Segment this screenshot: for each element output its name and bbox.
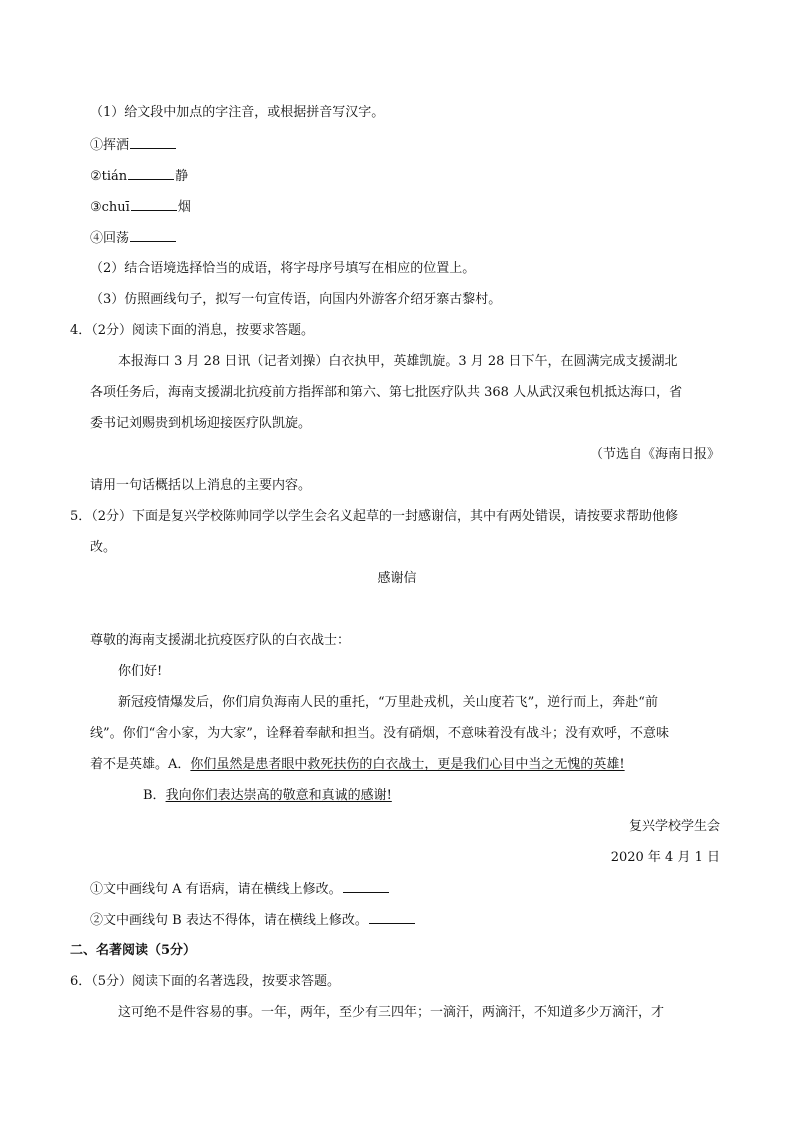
answer-blank[interactable] [343,880,389,893]
answer-blank[interactable] [369,911,415,924]
q6-heading: 6．（5分）阅读下面的名著选段，按要求答题。 [70,974,341,989]
letter-salutation: 尊敬的海南支援湖北抗疫医疗队的白衣战士： [90,633,351,648]
underlined-sentence-b: 我向你们表达崇高的敬意和真诚的感谢! [165,788,392,803]
q4-source: （节选自《海南日报》 [589,447,720,462]
q3-item1: ①挥洒 [90,136,177,155]
q5-heading-cont: 改。 [90,540,117,555]
letter-body-line3: 着不是英雄。A．你们虽然是患者眼中救死扶伤的白衣战士，更是我们心目中当之无愧的英雄! [90,757,625,772]
q3-item3: ③chuī 烟 [90,200,191,215]
letter-date: 2020 年 4 月 1 日 [610,850,720,865]
q5-subquestion1: ①文中画线句 A 有语病，请在横线上修改。 [90,880,390,899]
q4-heading: 4．（2分）阅读下面的消息，按要求答题。 [70,323,315,338]
q3-item4: ④回荡 [90,229,177,248]
q3-item2: ②tián 静 [90,169,189,184]
letter-body-line1: 新冠疫情爆发后，你们肩负海南人民的重托，“万里赴戎机，关山度若飞”，逆行而上，奔赴“前 [118,695,658,710]
answer-blank[interactable] [130,229,176,242]
q4-news-line2: 各项任务后，海南支援湖北抗疫前方指挥部和第六、第七批医疗队共 368 人从武汉乘包机抵达海口，省 [90,385,683,400]
answer-blank[interactable] [131,198,177,211]
q5-heading: 5．（2分）下面是复兴学校陈帅同学以学生会名义起草的一封感谢信，其中有两处错误，请按要求帮助他修 [70,509,679,524]
q4-news-line3: 委书记刘赐贵到机场迎接医疗队凯旋。 [90,416,312,431]
answer-blank[interactable] [130,136,176,149]
q5-subquestion2: ②文中画线句 B 表达不得体，请在横线上修改。 [90,911,416,930]
q4-question: 请用一句话概括以上消息的主要内容。 [90,478,312,493]
letter-body-line4: B．我向你们表达崇高的敬意和真诚的感谢! [143,788,392,803]
q3-part2: （2）结合语境选择恰当的成语，将字母序号填写在相应的位置上。 [90,261,476,276]
letter-body-line2: 线”。你们“舍小家，为大家”，诠释着奉献和担当。没有硝烟，不意味着没有战斗；没有欢呼，不意味 [90,726,669,741]
underlined-sentence-a: 你们虽然是患者眼中救死扶伤的白衣战士，更是我们心目中当之无愧的英雄! [190,757,625,772]
answer-blank[interactable] [128,167,174,180]
q4-news-line1: 本报海口 3 月 28 日讯（记者刘操）白衣执甲，英雄凯旋。3 月 28 日下午，在圆满完成支援湖北 [118,354,678,369]
section-heading: 二、名著阅读（5分） [70,943,197,958]
q3-part1: （1）给文段中加点的字注音，或根据拼音写汉字。 [90,105,385,120]
letter-title: 感谢信 [377,571,417,586]
letter-signature: 复兴学校学生会 [628,819,720,834]
q3-part3: （3）仿照画线句子，拟写一句宣传语，向国内外游客介绍牙寨古黎村。 [90,292,502,307]
letter-greeting: 你们好! [118,664,163,679]
q6-excerpt-line1: 这可绝不是件容易的事。一年，两年，至少有三四年；一滴汗，两滴汗，不知道多少万滴汗，才 [118,1005,665,1020]
